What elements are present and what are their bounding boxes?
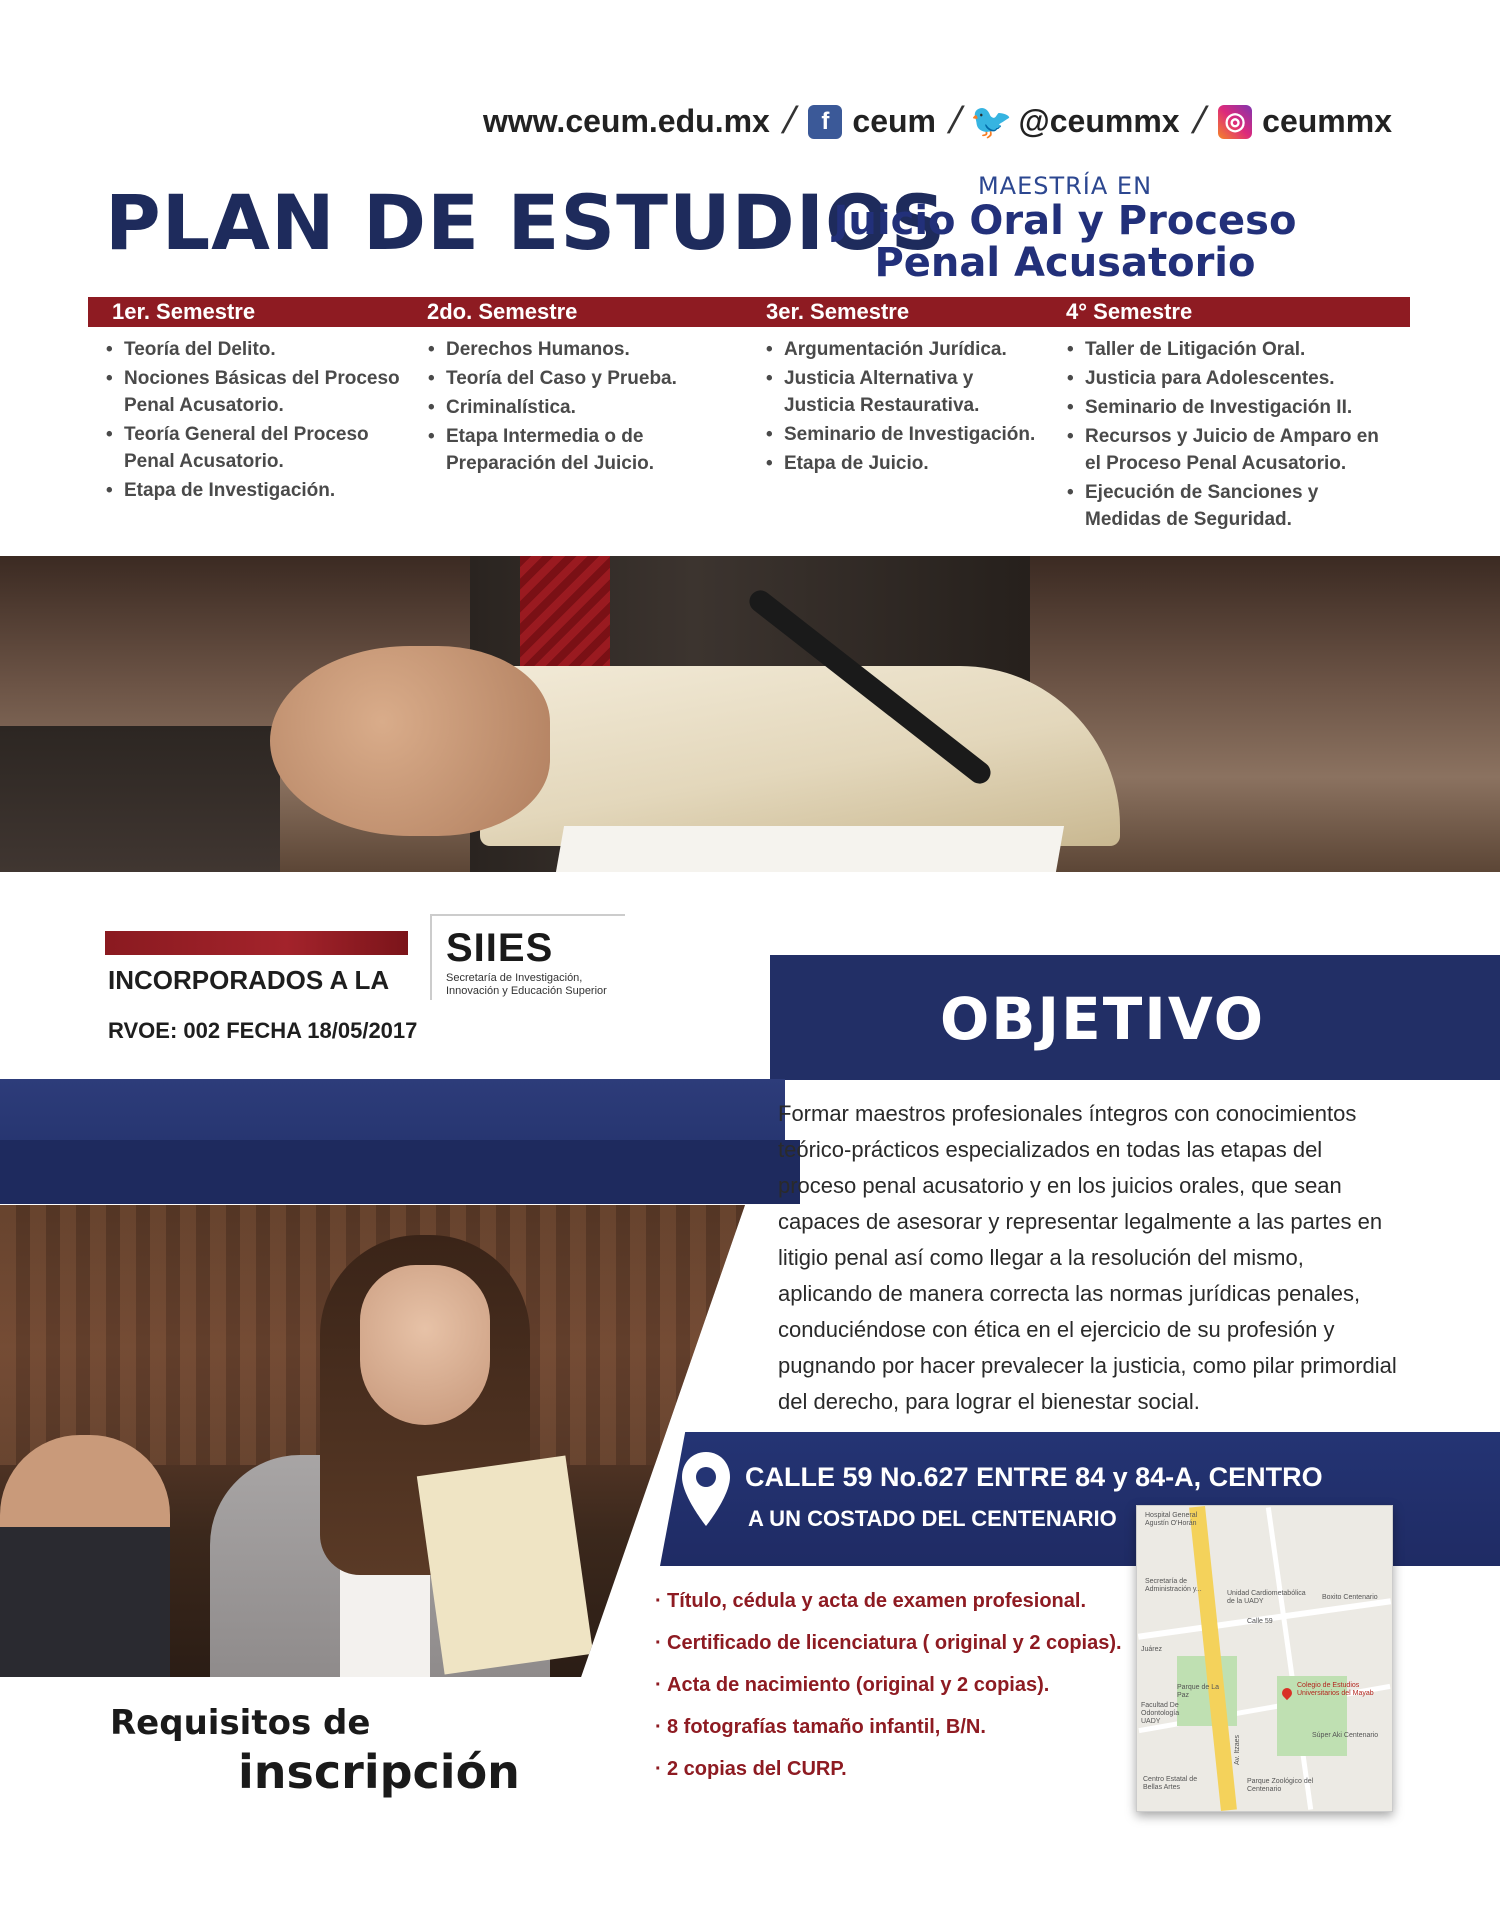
address-line-2: A UN COSTADO DEL CENTENARIO — [748, 1506, 1117, 1531]
separator: / — [778, 100, 801, 142]
website-link[interactable]: www.ceum.edu.mx — [482, 103, 770, 139]
program-prefix: MAESTRÍA EN — [977, 172, 1153, 200]
list-item: • Teoría del Caso y Prueba. — [428, 365, 746, 392]
semester-header-bar — [88, 297, 1410, 327]
list-item: • Recursos y Juicio de Amparo en el Proceso Penal Acusatorio. — [1067, 423, 1397, 477]
list-item: • Etapa de Juicio. — [766, 450, 1046, 477]
student-photo — [0, 1205, 745, 1677]
rvoe-text: RVOE: 002 FECHA 18/05/2017 — [108, 1018, 418, 1043]
map-label: Unidad Cardiometabólica de la UADY — [1227, 1590, 1306, 1605]
map-label: Centro Estatal de Bellas Artes — [1143, 1776, 1198, 1791]
map-label: Parque Zoológico del Centenario — [1247, 1778, 1314, 1793]
instagram-handle[interactable]: ceummx — [1262, 103, 1392, 139]
map-label: Juárez — [1141, 1646, 1163, 1653]
semester-1-heading: 1er. Semestre — [112, 299, 256, 324]
address-line-1: CALLE 59 No.627 ENTRE 84 y 84-A, CENTRO — [745, 1462, 1323, 1492]
list-item: · 2 copias del CURP. — [655, 1755, 1122, 1783]
map-label: Súper Aki Centenario — [1312, 1732, 1379, 1739]
map-label: Facultad De Odontología UADY — [1141, 1702, 1180, 1725]
semester-3-heading: 3er. Semestre — [766, 299, 910, 324]
list-item: · Certificado de licenciatura ( original y 2 copias). — [655, 1629, 1122, 1657]
twitter-icon: 🐦 — [970, 102, 1013, 141]
program-line-1: Juicio Oral y Proceso — [833, 198, 1297, 244]
list-item: • Taller de Litigación Oral. — [1067, 336, 1397, 363]
instagram-icon: ◎ — [1218, 105, 1252, 139]
semester-3-list — [766, 336, 1046, 479]
program-line-2: Penal Acusatorio — [874, 240, 1256, 286]
page-title: PLAN DE ESTUDIOS — [105, 178, 947, 267]
separator: / — [944, 100, 967, 142]
requirements-title-2: inscripción — [238, 1745, 520, 1799]
map-label: Boxito Centenario — [1322, 1594, 1378, 1601]
semester-4-heading: 4° Semestre — [1066, 299, 1193, 324]
map-label: Hospital General Agustín O'Horán — [1145, 1512, 1198, 1527]
semester-4-list — [1067, 336, 1397, 535]
facebook-handle[interactable]: ceum — [852, 103, 936, 139]
objective-text: Formar maestros profesionales íntegros con conocimientos teórico-prácticos especializados en todas las etapas del proceso penal acusatorio y en los juicios orales, que sean capaces de asesorar y representar legalmente a las partes en litigio penal así como llegar a la resolución del mismo, aplicando de manera correcta las normas jurídicas penales, conduciéndose con ética en el ejercicio de su profesión y pugnando por hacer prevalecer la justicia, como pilar primordial del derecho, para lograr el bienestar social. — [778, 1101, 1397, 1414]
location-pin-icon — [680, 1450, 732, 1528]
map-label: Secretaría de Administración y... — [1145, 1578, 1202, 1593]
list-item: • Seminario de Investigación. — [766, 421, 1046, 448]
list-item: • Justicia para Adolescentes. — [1067, 365, 1397, 392]
semester-2-heading: 2do. Semestre — [427, 299, 578, 324]
navy-band-dark — [0, 1140, 800, 1204]
list-item: • Seminario de Investigación II. — [1067, 394, 1397, 421]
list-item: · 8 fotografías tamaño infantil, B/N. — [655, 1713, 1122, 1741]
semester-2-list — [428, 336, 746, 479]
location-map[interactable] — [1136, 1505, 1393, 1812]
requirements-title-1: Requisitos de — [110, 1703, 371, 1743]
siies-logo — [430, 914, 625, 1000]
separator: / — [1188, 100, 1210, 142]
map-label: Parque de La Paz — [1177, 1684, 1220, 1699]
objective-title: OBJETIVO — [940, 985, 1266, 1053]
list-item: · Título, cédula y acta de examen profesional. — [655, 1587, 1122, 1615]
facebook-icon: f — [808, 105, 842, 139]
list-item: • Criminalística. — [428, 394, 746, 421]
list-item: • Ejecución de Sanciones y Medidas de Seguridad. — [1067, 479, 1397, 533]
social-bar — [483, 100, 1392, 143]
list-item: • Etapa Intermedia o de Preparación del Juicio. — [428, 423, 746, 477]
map-label: Av. Itzaes — [1234, 1734, 1242, 1766]
law-book-photo — [0, 556, 1500, 872]
list-item: • Etapa de Investigación. — [106, 477, 406, 504]
map-label: Calle 59 — [1247, 1618, 1273, 1625]
siies-name: SIIES — [446, 926, 554, 970]
list-item: • Teoría del Delito. — [106, 336, 406, 363]
list-item: • Argumentación Jurídica. — [766, 336, 1046, 363]
incorporation-label: INCORPORADOS A LA — [108, 965, 390, 995]
list-item: · Acta de nacimiento (original y 2 copias). — [655, 1671, 1122, 1699]
requirements-list — [655, 1587, 1122, 1797]
semester-1-list — [106, 336, 406, 506]
siies-subtitle: Secretaría de Investigación, Innovación y Educación Superior — [446, 972, 607, 997]
accent-bar — [105, 931, 408, 955]
list-item: • Justicia Alternativa y Justicia Restaurativa. — [766, 365, 1046, 419]
list-item: • Teoría General del Proceso Penal Acusatorio. — [106, 421, 406, 475]
program-title — [830, 172, 1300, 284]
list-item: • Nociones Básicas del Proceso Penal Acusatorio. — [106, 365, 406, 419]
twitter-handle[interactable]: @ceummx — [1018, 103, 1180, 139]
map-label: Colegio de Estudios Universitarios del Mayab — [1297, 1682, 1374, 1697]
list-item: • Derechos Humanos. — [428, 336, 746, 363]
